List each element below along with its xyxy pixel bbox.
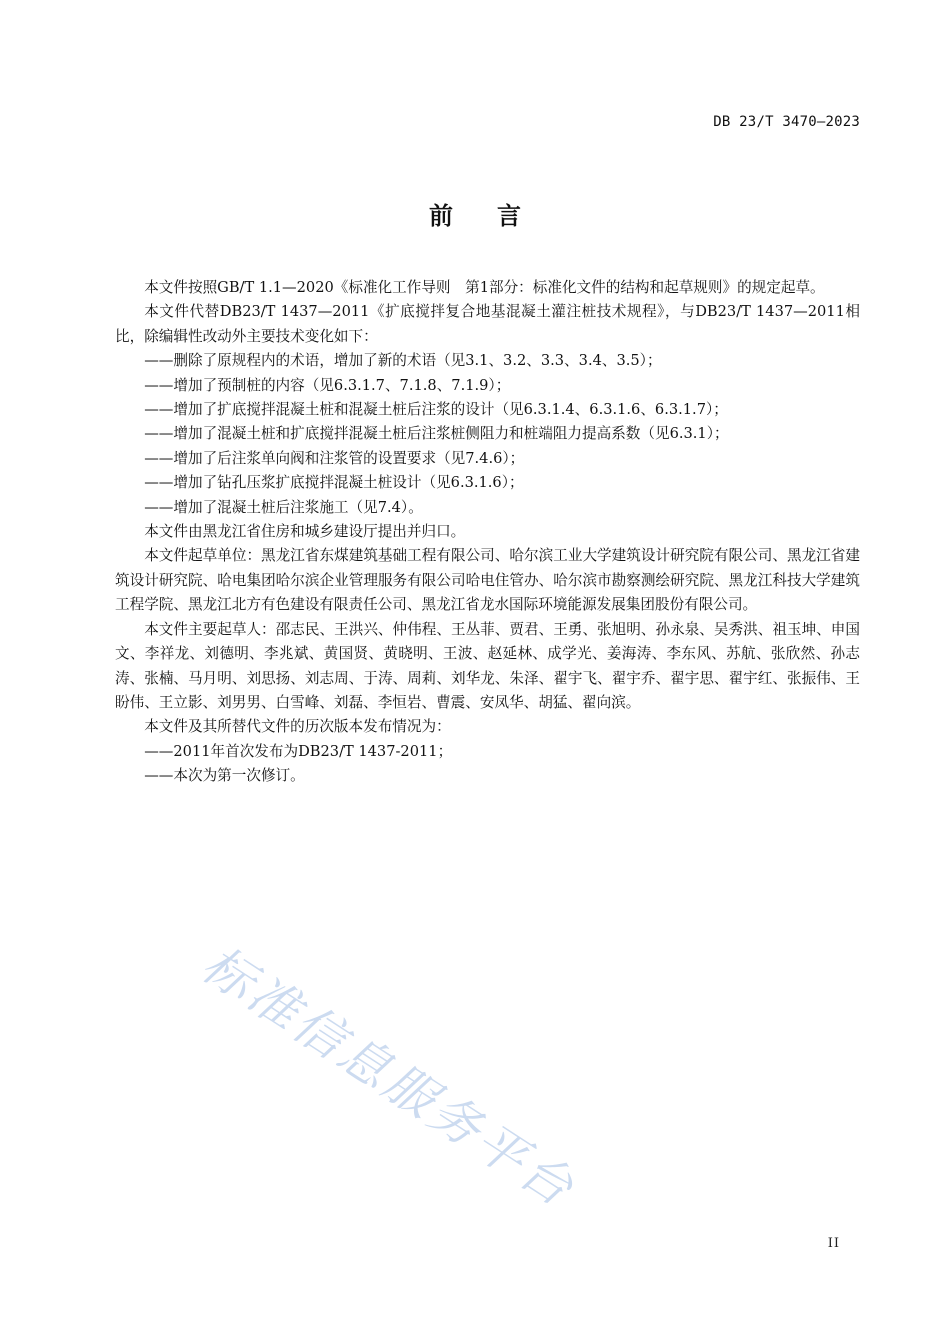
paragraph-drafters: 本文件主要起草人：邵志民、王洪兴、仲伟程、王丛菲、贾君、王勇、张旭明、孙永泉、吴秀洪、祖玉坤、申国文、李祥龙、刘德明、李兆斌、黄国贤、黄晓明、王波、赵延林、成学光、姜海涛、李东风、苏航、张欣然、孙志涛、张楠、马月明、刘思扬、刘志周、于涛、周莉、刘华龙、朱泽、翟宇飞、翟宇乔、翟宇思、翟宇红、张振伟、王盼伟、王立影、刘男男、白雪峰、刘磊、李恒岩、曹震、安凤华、胡猛、翟向滨。: [115, 620, 860, 711]
change-item: ——增加了混凝土桩后注浆施工（见7.4）。: [144, 498, 423, 516]
paragraph-drafting-units: 本文件起草单位：黑龙江省东煤建筑基础工程有限公司、哈尔滨工业大学建筑设计研究院有限公司、黑龙江省建筑设计研究院、哈电集团哈尔滨企业管理服务有限公司哈电住管办、哈尔滨市勘察测绘研究院、黑龙江科技大学建筑工程学院、黑龙江北方有色建设有限责任公司、黑龙江省龙水国际环境能源发展集团股份有限公司。: [115, 547, 860, 614]
preface-body: [115, 276, 860, 789]
version-item: ——本次为第一次修订。: [144, 767, 305, 785]
change-item: ——增加了预制桩的内容（见6.3.1.7、7.1.8、7.1.9）；: [144, 376, 511, 394]
paragraph-proposer: 本文件由黑龙江省住房和城乡建设厅提出并归口。: [144, 523, 466, 541]
paragraph-replacement: 本文件代替DB23/T 1437—2011《扩底搅拌复合地基混凝土灌注桩技术规程》，与DB23/T 1437—2011相比，除编辑性改动外主要技术变化如下：: [115, 303, 860, 345]
page-title: 前言: [429, 202, 565, 230]
paragraph-drafting-rules: 本文件按照GB/T 1.1—2020《标准化工作导则 第1部分：标准化文件的结构和起草规则》的规定起草。: [144, 279, 825, 296]
change-item: ——增加了扩底搅拌混凝土桩和混凝土桩后注浆的设计（见6.3.1.4、6.3.1.6、6.3.1.7）；: [144, 401, 728, 419]
change-item: ——增加了混凝土桩和扩底搅拌混凝土桩后注浆桩侧阻力和桩端阻力提高系数（见6.3.1）；: [144, 425, 729, 443]
change-item: ——增加了钻孔压浆扩底搅拌混凝土桩设计（见6.3.1.6）；: [144, 474, 524, 492]
document-code: DB 23/T 3470—2023: [713, 114, 860, 130]
change-item: ——增加了后注浆单向阀和注浆管的设置要求（见7.4.6）；: [144, 449, 525, 467]
change-item: ——删除了原规程内的术语，增加了新的术语（见3.1、3.2、3.3、3.4、3.5）；: [144, 352, 662, 370]
page-number: II: [827, 1236, 840, 1251]
version-item: ——2011年首次发布为DB23/T 1437-2011；: [144, 742, 453, 760]
watermark: 标准信息服务平台: [192, 935, 586, 1219]
paragraph-version-history: 本文件及其所替代文件的历次版本发布情况为：: [144, 718, 451, 736]
